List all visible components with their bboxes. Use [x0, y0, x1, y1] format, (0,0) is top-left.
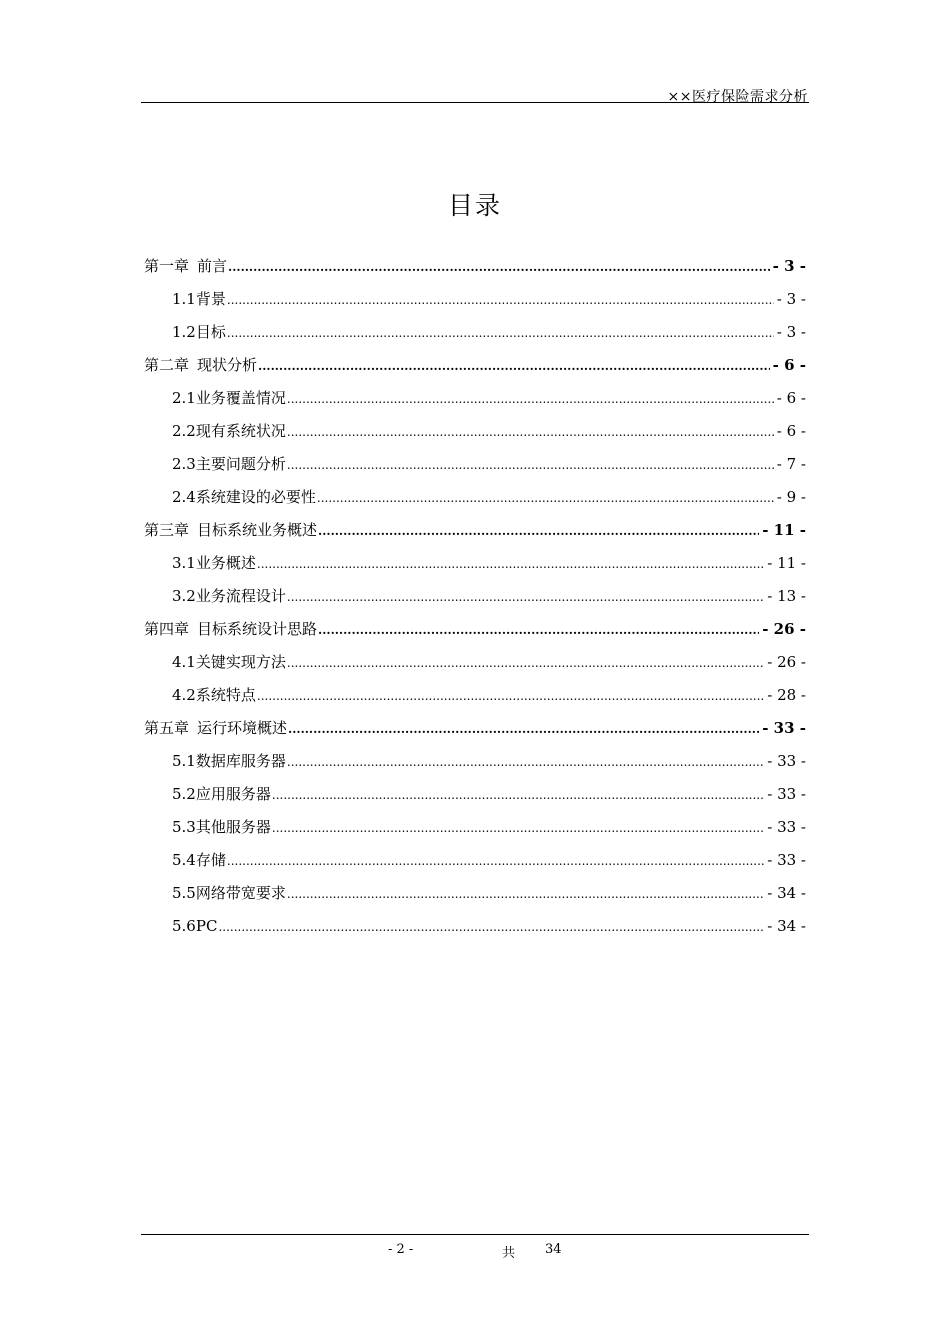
- toc-entry-page: - 6 -: [776, 389, 806, 407]
- toc-entry-number: 2.4: [172, 488, 196, 506]
- toc-dot-leader: [287, 650, 764, 676]
- toc-entry-title: 主要问题分析: [195, 455, 286, 473]
- toc-dot-leader: [287, 584, 764, 610]
- toc-entry-number: 5.1: [172, 752, 196, 770]
- header-rule: [141, 102, 809, 103]
- toc-dot-leader: [228, 254, 770, 280]
- footer-page-number: - 2 -: [388, 1242, 414, 1257]
- toc-chapter-entry[interactable]: [144, 352, 806, 385]
- toc-entry-title: 目标系统业务概述: [197, 521, 318, 539]
- toc-entry-page: - 11 -: [767, 554, 806, 572]
- toc-section-entry[interactable]: [144, 847, 806, 880]
- toc-dot-leader: [218, 914, 764, 940]
- toc-dot-leader: [258, 353, 770, 379]
- toc-section-entry[interactable]: [144, 814, 806, 847]
- toc-entry-title: 目标系统设计思路: [197, 620, 318, 638]
- toc-entry-page: - 11 -: [762, 521, 806, 539]
- toc-dot-leader: [227, 848, 764, 874]
- toc-entry-page: - 6 -: [776, 422, 806, 440]
- toc-entry-page: - 33 -: [767, 818, 806, 836]
- toc-section-entry[interactable]: [144, 484, 806, 517]
- toc-entry-page: - 26 -: [767, 653, 806, 671]
- toc-entry-number: 第三章: [144, 521, 190, 539]
- toc-section-entry[interactable]: [144, 913, 806, 946]
- toc-entry-number: 第五章: [144, 719, 190, 737]
- toc-dot-leader: [287, 452, 774, 478]
- toc-entry-title: 网络带宽要求: [195, 884, 286, 902]
- toc-section-entry[interactable]: [144, 748, 806, 781]
- toc-entry-number: 第四章: [144, 620, 190, 638]
- toc-dot-leader: [318, 518, 759, 544]
- toc-entry-number: 5.5: [172, 884, 196, 902]
- toc-entry-number: 第一章: [144, 257, 190, 275]
- toc-section-entry[interactable]: [144, 880, 806, 913]
- toc-entry-page: - 34 -: [767, 884, 806, 902]
- running-header: ××医疗保险需求分析: [667, 89, 808, 105]
- toc-entry-page: - 3 -: [776, 290, 806, 308]
- toc-entry-title: 业务概述: [195, 554, 256, 572]
- toc-entry-page: - 33 -: [762, 719, 806, 737]
- toc-entry-page: - 7 -: [776, 455, 806, 473]
- toc-section-entry[interactable]: [144, 781, 806, 814]
- toc-entry-number: 3.1: [172, 554, 196, 572]
- toc-entry-page: - 3 -: [776, 323, 806, 341]
- toc-entry-page: - 34 -: [767, 917, 806, 935]
- toc-entry-title: 存储: [195, 851, 226, 869]
- toc-entry-title: 运行环境概述: [197, 719, 288, 737]
- toc-entry-title: 应用服务器: [195, 785, 271, 803]
- toc-dot-leader: [288, 716, 759, 742]
- toc-entry-title: 背景: [195, 290, 226, 308]
- toc-entry-title: 系统建设的必要性: [195, 488, 316, 506]
- footer: [0, 1242, 950, 1262]
- toc-entry-title: 数据库服务器: [195, 752, 286, 770]
- toc-entry-title: 系统特点: [195, 686, 256, 704]
- toc-entry-title: 前言: [197, 257, 228, 275]
- toc-entry-page: - 6 -: [772, 356, 806, 374]
- toc-entry-title: 现状分析: [197, 356, 258, 374]
- toc-entry-number: 2.2: [172, 422, 196, 440]
- toc-entry-number: 4.1: [172, 653, 196, 671]
- toc-section-entry[interactable]: [144, 682, 806, 715]
- toc-chapter-entry[interactable]: [144, 616, 806, 649]
- toc-section-entry[interactable]: [144, 385, 806, 418]
- toc-chapter-entry[interactable]: [144, 715, 806, 748]
- toc-entry-title: 业务覆盖情况: [195, 389, 286, 407]
- toc-entry-page: - 13 -: [767, 587, 806, 605]
- footer-rule: [141, 1234, 809, 1235]
- table-of-contents: [144, 253, 806, 946]
- toc-entry-page: - 9 -: [776, 488, 806, 506]
- toc-entry-number: 2.1: [172, 389, 196, 407]
- toc-entry-number: 1.1: [172, 290, 196, 308]
- footer-total-label: 共: [502, 1246, 516, 1261]
- toc-entry-title: 现有系统状况: [195, 422, 286, 440]
- toc-chapter-entry[interactable]: [144, 517, 806, 550]
- toc-entry-title: 业务流程设计: [195, 587, 286, 605]
- toc-entry-number: 5.6: [172, 917, 196, 935]
- toc-chapter-entry[interactable]: [144, 253, 806, 286]
- toc-entry-title: 关键实现方法: [195, 653, 286, 671]
- toc-section-entry[interactable]: [144, 583, 806, 616]
- toc-section-entry[interactable]: [144, 550, 806, 583]
- toc-entry-page: - 33 -: [767, 851, 806, 869]
- toc-title: 目录: [447, 191, 502, 220]
- toc-entry-page: - 26 -: [762, 620, 806, 638]
- footer-total-pages: 34: [545, 1242, 562, 1257]
- toc-dot-leader: [287, 419, 774, 445]
- toc-entry-number: 2.3: [172, 455, 196, 473]
- toc-entry-number: 5.4: [172, 851, 196, 869]
- toc-dot-leader: [317, 485, 774, 511]
- toc-dot-leader: [287, 386, 774, 412]
- toc-section-entry[interactable]: [144, 319, 806, 352]
- toc-section-entry[interactable]: [144, 286, 806, 319]
- toc-entry-number: 1.2: [172, 323, 196, 341]
- toc-entry-page: - 28 -: [767, 686, 806, 704]
- toc-section-entry[interactable]: [144, 649, 806, 682]
- toc-entry-number: 5.2: [172, 785, 196, 803]
- toc-entry-number: 5.3: [172, 818, 196, 836]
- toc-entry-page: - 33 -: [767, 785, 806, 803]
- toc-entry-number: 4.2: [172, 686, 196, 704]
- toc-entry-number: 第二章: [144, 356, 190, 374]
- toc-dot-leader: [227, 320, 774, 346]
- toc-entry-title: 其他服务器: [195, 818, 271, 836]
- toc-entry-title: 目标: [195, 323, 226, 341]
- toc-dot-leader: [272, 782, 764, 808]
- toc-entry-number: 3.2: [172, 587, 196, 605]
- toc-entry-page: - 3 -: [772, 257, 806, 275]
- toc-dot-leader: [287, 881, 764, 907]
- toc-section-entry[interactable]: [144, 418, 806, 451]
- toc-dot-leader: [287, 749, 764, 775]
- toc-section-entry[interactable]: [144, 451, 806, 484]
- toc-entry-page: - 33 -: [767, 752, 806, 770]
- toc-dot-leader: [272, 815, 764, 841]
- toc-dot-leader: [257, 551, 764, 577]
- toc-entry-title: PC: [195, 917, 218, 935]
- toc-dot-leader: [227, 287, 774, 313]
- toc-dot-leader: [257, 683, 764, 709]
- toc-dot-leader: [318, 617, 759, 643]
